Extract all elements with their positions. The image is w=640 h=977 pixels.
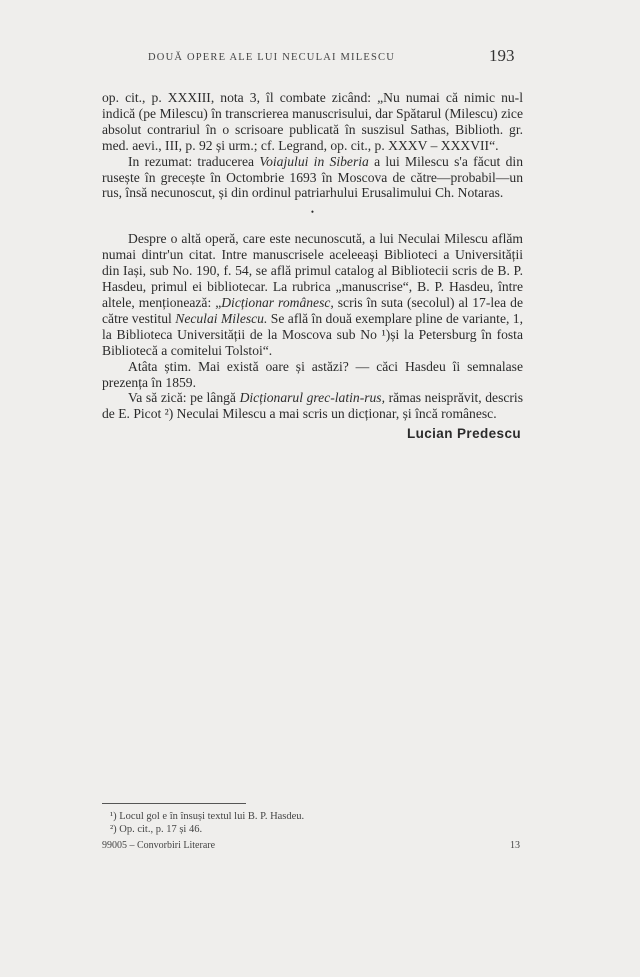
italic-title: Dicționarul grec-latin-rus, [239,390,385,406]
paragraph [102,90,523,154]
italic-title: Voiajului in Siberia [259,153,369,169]
printer-code: 99005 – Convorbiri Literare [102,840,216,851]
section-separator: • [310,207,315,218]
author-name: Lucian Predescu [406,426,521,442]
footnote: ²) Op. cit., p. 17 și 46. [110,824,203,835]
running-head: DOUĂ OPERE ALE LUI NECULAI MILESCU [148,52,395,63]
paragraph [102,359,523,391]
text-run: In rezumat: traducerea [128,153,260,169]
text-run: Se află în două exemplare pline de variante, 1, la Biblioteca Universității de la Moscova sub No ¹)și la Petersburg în fosta Bibliotecă a comitelui Tolstoi“. [102,310,523,358]
text-run: rămas neisprăvit, descris de E. Picot ²) Neculai Milescu a mai scris un dicționar, și încă românesc. [102,390,523,422]
article-body [102,90,523,442]
text-run: a lui Milescu s'a făcut din rusește în grecește în Octombrie 1693 în Moscova de către—probabil—un rus, însă necunoscut, și din ordinul patriarhului Erusalimului Ch. Notaras. [102,153,523,201]
footnote: ¹) Locul gol e în însuși textul lui B. P. Hasdeu. [110,811,305,822]
page-header [0,44,640,74]
text-run: Atâta știm. Mai există oare și astăzi? — căci Hasdeu îi semnalase prezența în 1859. [102,358,523,390]
paragraph [102,154,523,202]
paragraph [102,390,523,422]
page-number: 193 [489,46,515,65]
text-run: scris în suta (secolul) al 17-lea de către vestitul [102,294,523,326]
sheet-signature: 13 [510,840,520,851]
text-run: Va să zică: pe lângă [128,390,240,406]
italic-title: Dicționar românesc, [221,294,334,310]
paragraph [102,231,523,358]
footnotes [110,810,510,836]
text-run: Despre o altă operă, care este necunoscută, a lui Neculai Milescu aflăm numai dintr'un citat. Intre manuscrisele aceleeași Biblioteci a Universității din Iași, sub No. 190, f. 54, se află primul catalog al Bibliotecii scris de B. P. Hasdeu, primul ei bibliotecar. La rubrica „manuscrise“, B. P. Hasdeu, între altele, menționează: „ [102,231,523,310]
italic-title: Neculai Milescu. [175,310,268,326]
footnote-divider [102,803,246,804]
text-run: op. cit., p. XXXIII, nota 3, îl combate zicând: „Nu numai că nimic nu-l indică (pe Milescu) în transcrierea manuscrisului, dar Spătarul (Milescu) zice absolut contrariul în o scrisoare publicată în suszisul Sathas, Biblioth. gr. med. aevi., III, p. 92 și urm.; cf. Legrand, op. cit., p. XXXV – XXXVII“. [102,90,523,153]
